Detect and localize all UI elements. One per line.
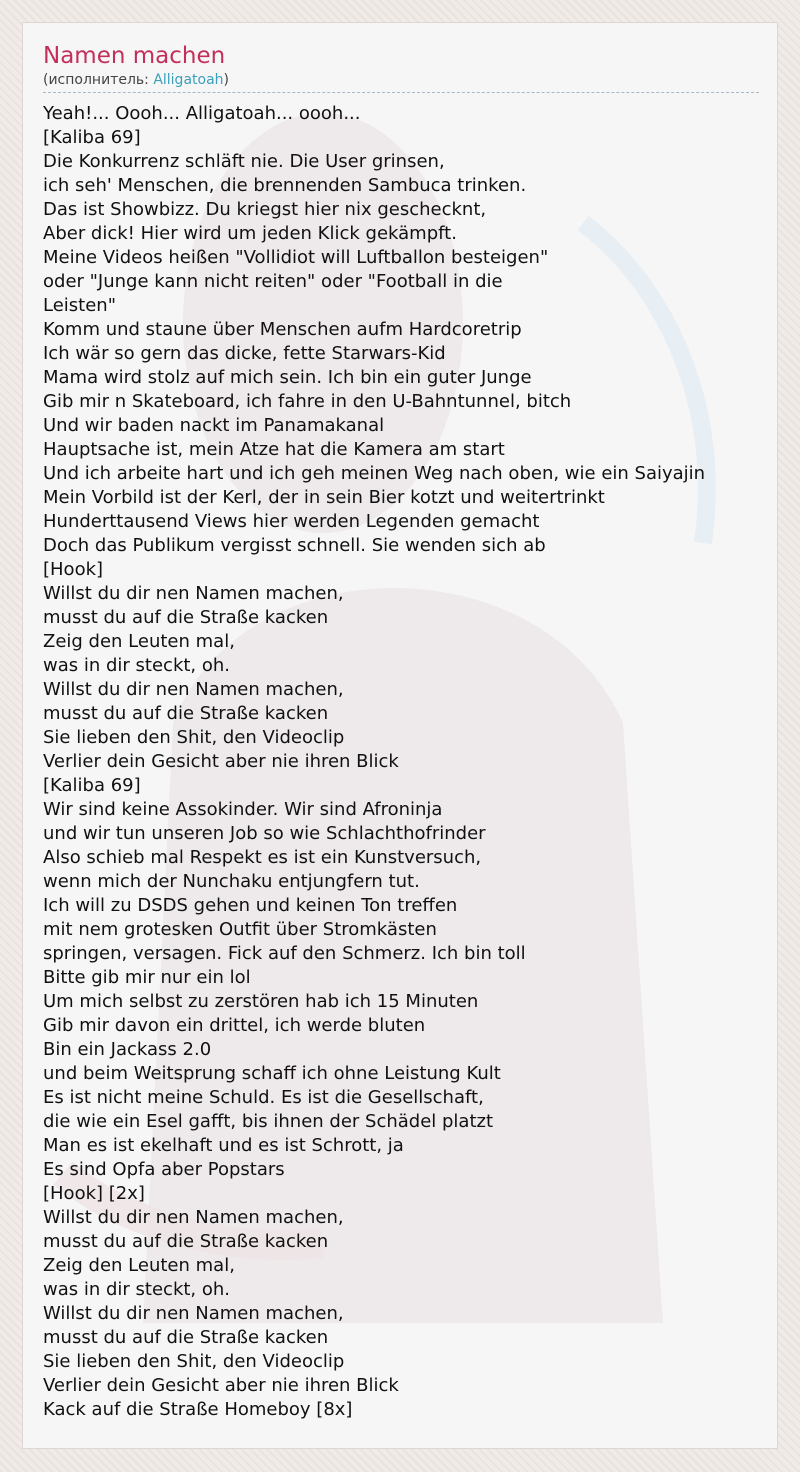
lyric-line: und beim Weitsprung schaff ich ohne Leistung Kult [43, 1063, 501, 1084]
lyric-line: Aber dick! Hier wird um jeden Klick gekämpft. [43, 223, 457, 244]
byline-suffix: ) [223, 72, 229, 88]
lyrics-card [22, 22, 778, 1449]
lyric-line: Und ich arbeite hart und ich geh meinen Weg nach oben, wie ein Saiyajin [43, 463, 706, 484]
artist-link[interactable]: Alligatoah [153, 72, 224, 88]
lyric-line: Kack auf die Straße Homeboy [8x] [43, 1399, 353, 1420]
lyric-line: Die Konkurrenz schläft nie. Die User grinsen, [43, 151, 445, 172]
lyric-line: Verlier dein Gesicht aber nie ihren Blick [43, 751, 399, 772]
lyric-line: Man es ist ekelhaft und es ist Schrott, ja [43, 1135, 404, 1156]
lyric-line: oder "Junge kann nicht reiten" oder "Football in die [43, 271, 503, 292]
lyric-line: Ich will zu DSDS gehen und keinen Ton treffen [43, 895, 458, 916]
lyric-line: Sie lieben den Shit, den Videoclip [43, 727, 345, 748]
lyric-line: [Hook] [43, 559, 104, 580]
lyric-line: Sie lieben den Shit, den Videoclip [43, 1351, 345, 1372]
song-content [43, 41, 759, 1422]
lyric-line: [Kaliba 69] [43, 775, 141, 796]
lyric-line: was in dir steckt, oh. [43, 1279, 231, 1300]
lyric-line: Gib mir n Skateboard, ich fahre in den U-Bahntunnel, bitch [43, 391, 572, 412]
lyric-line: Das ist Showbizz. Du kriegst hier nix geschecknt, [43, 199, 487, 220]
lyric-line: Zeig den Leuten mal, [43, 631, 235, 652]
lyric-line: [Hook] [2x] [43, 1183, 145, 1204]
lyric-line: Leisten" [43, 295, 116, 316]
lyric-line: Um mich selbst zu zerstören hab ich 15 Minuten [43, 991, 479, 1012]
lyric-line: [Kaliba 69] [43, 127, 141, 148]
lyric-line: Willst du dir nen Namen machen, [43, 679, 344, 700]
lyric-line: Wir sind keine Assokinder. Wir sind Afroninja [43, 799, 443, 820]
lyric-line: die wie ein Esel gafft, bis ihnen der Schädel platzt [43, 1111, 494, 1132]
lyric-line: Also schieb mal Respekt es ist ein Kunstversuch, [43, 847, 482, 868]
lyric-line: musst du auf die Straße kacken [43, 703, 329, 724]
lyric-line: Verlier dein Gesicht aber nie ihren Blick [43, 1375, 399, 1396]
lyric-line: Und wir baden nackt im Panamakanal [43, 415, 385, 436]
lyric-line: Willst du dir nen Namen machen, [43, 1207, 344, 1228]
lyric-line: ich seh' Menschen, die brennenden Sambuca trinken. [43, 175, 527, 196]
lyric-line: Willst du dir nen Namen machen, [43, 1303, 344, 1324]
lyric-line: Zeig den Leuten mal, [43, 1255, 235, 1276]
lyric-line: Doch das Publikum vergisst schnell. Sie wenden sich ab [43, 535, 546, 556]
byline-prefix: (исполнитель: [43, 72, 154, 88]
lyric-line: musst du auf die Straße kacken [43, 1231, 329, 1252]
lyric-line: musst du auf die Straße kacken [43, 1327, 329, 1348]
song-byline [43, 71, 759, 93]
lyric-line: und wir tun unseren Job so wie Schlachthofrinder [43, 823, 486, 844]
lyric-line: springen, versagen. Fick auf den Schmerz. Ich bin toll [43, 943, 526, 964]
lyric-line: Yeah!... Oooh... Alligatoah... oooh... [43, 103, 361, 124]
lyric-line: Ich wär so gern das dicke, fette Starwars-Kid [43, 343, 446, 364]
lyric-line: Meine Videos heißen "Vollidiot will Luftballon besteigen" [43, 247, 549, 268]
lyric-line: Bin ein Jackass 2.0 [43, 1039, 212, 1060]
lyric-line: Es sind Opfa aber Popstars [43, 1159, 285, 1180]
lyric-line: Mein Vorbild ist der Kerl, der in sein Bier kotzt und weitertrinkt [43, 487, 605, 508]
lyric-line: Hauptsache ist, mein Atze hat die Kamera am start [43, 439, 505, 460]
lyric-line: Es ist nicht meine Schuld. Es ist die Gesellschaft, [43, 1087, 484, 1108]
lyric-line: wenn mich der Nunchaku entjungfern tut. [43, 871, 420, 892]
lyric-line: mit nem grotesken Outfit über Stromkästen [43, 919, 437, 940]
song-title: Namen machen [43, 43, 226, 69]
lyric-line: Bitte gib mir nur ein lol [43, 967, 251, 988]
lyric-line: Willst du dir nen Namen machen, [43, 583, 344, 604]
lyric-line: was in dir steckt, oh. [43, 655, 231, 676]
lyric-line: Komm und staune über Menschen aufm Hardcoretrip [43, 319, 522, 340]
lyric-line: Gib mir davon ein drittel, ich werde bluten [43, 1015, 426, 1036]
lyric-line: Hunderttausend Views hier werden Legenden gemacht [43, 511, 540, 532]
lyric-line: Mama wird stolz auf mich sein. Ich bin ein guter Junge [43, 367, 532, 388]
lyrics-text [43, 102, 759, 1422]
lyric-line: musst du auf die Straße kacken [43, 607, 329, 628]
